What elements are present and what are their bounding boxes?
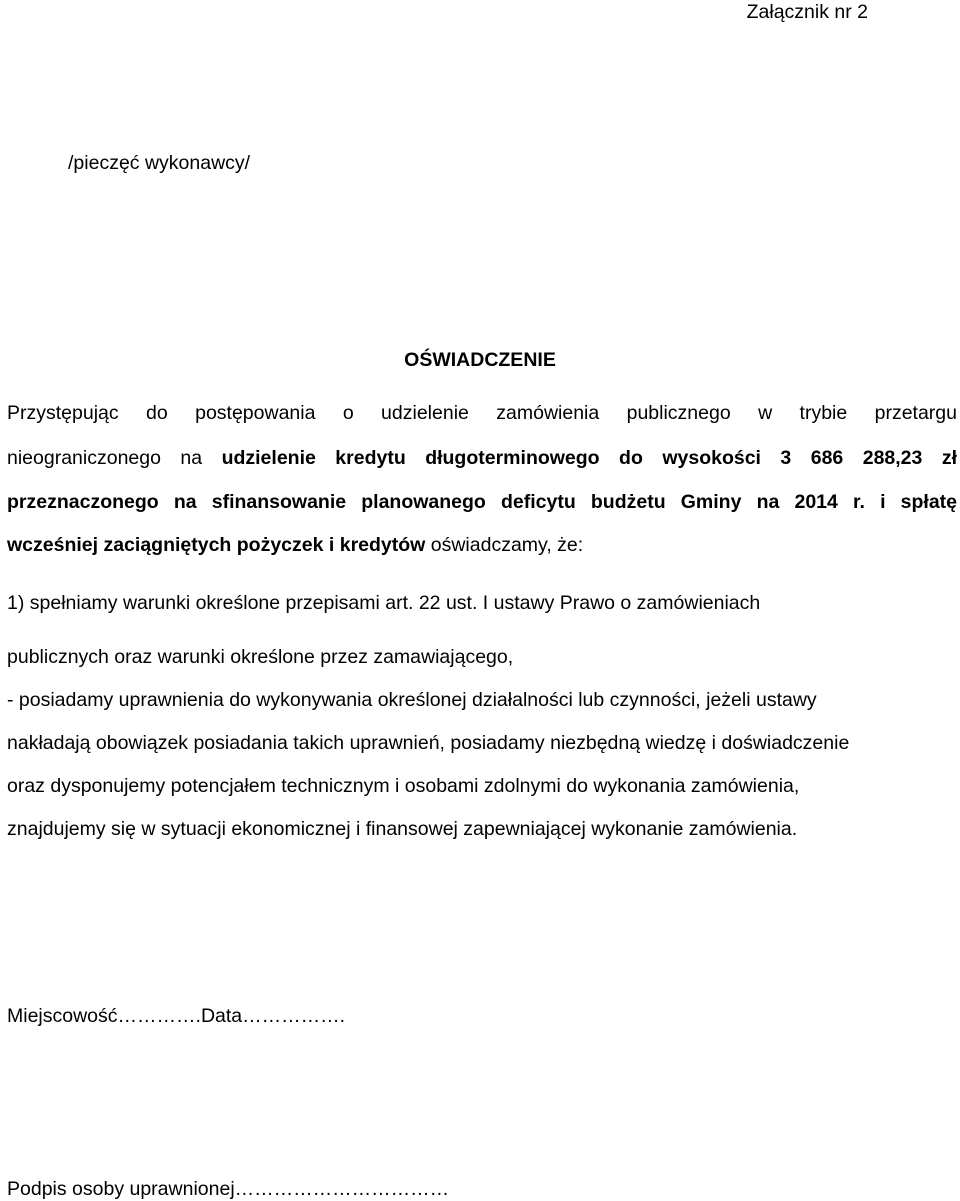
intro-line-4 (7, 533, 583, 557)
annex-label: Załącznik nr 2 (746, 1, 868, 23)
intro-line-2-bold: udzielenie kredytu długoterminowego do wysokości 3 686 288,23 zł (221, 447, 957, 469)
signature-field: Podpis osoby uprawnionej…………………………… (7, 1178, 450, 1200)
intro-line-2 (7, 446, 957, 470)
contractor-stamp-label: /pieczęć wykonawcy/ (68, 152, 251, 174)
body-line: 1) spełniamy warunki określone przepisami art. 22 ust. I ustawy Prawo o zamówieniach (7, 592, 761, 614)
body-line: - posiadamy uprawnienia do wykonywania określonej działalności lub czynności, jeżeli ustawy (7, 689, 817, 711)
body-line: nakładają obowiązek posiadania takich uprawnień, posiadamy niezbędną wiedzę i doświadczenie (7, 732, 850, 754)
page-title: OŚWIADCZENIE (404, 349, 556, 371)
intro-line-1: Przystępując do postępowania o udzielenie zamówienia publicznego w trybie przetargu (7, 402, 957, 424)
intro-line-4-bold: wcześniej zaciągniętych pożyczek i kredytów (7, 534, 426, 556)
intro-line-4-plain: oświadczamy, że: (425, 534, 584, 556)
intro-line-2-plain: nieograniczonego na (7, 447, 222, 469)
body-line: oraz dysponujemy potencjałem technicznym i osobami zdolnymi do wykonania zamówienia, (7, 775, 800, 797)
place-date-field: Miejscowość………….Data……………. (7, 1005, 346, 1027)
body-line: znajdujemy się w sytuacji ekonomicznej i finansowej zapewniającej wykonanie zamówienia. (7, 818, 798, 840)
body-line: publicznych oraz warunki określone przez zamawiającego, (7, 646, 514, 668)
intro-line-3: przeznaczonego na sfinansowanie planowanego deficytu budżetu Gminy na 2014 r. i spłatę (7, 491, 957, 513)
